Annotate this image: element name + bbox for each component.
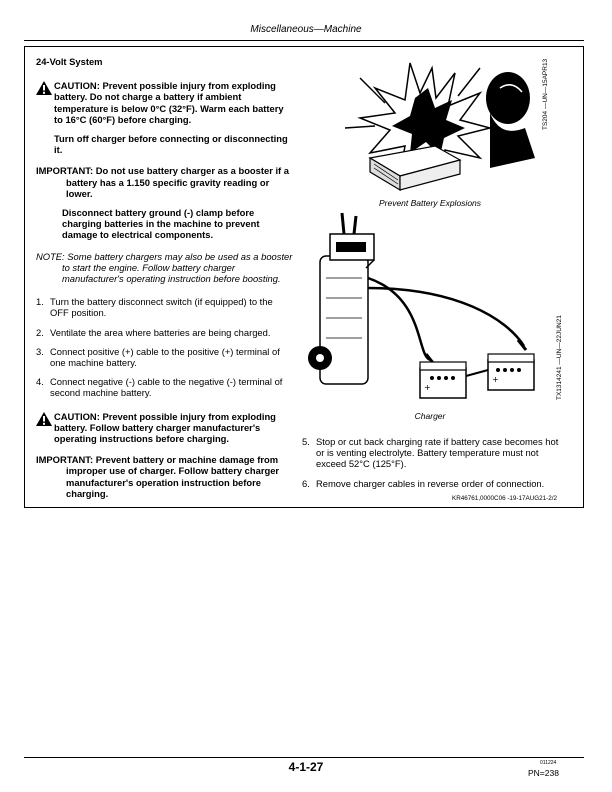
step-number: 6. xyxy=(302,477,310,489)
caution-text: Prevent possible injury from exploding battery. Follow battery charger manufacturer's operating instructions before charging. xyxy=(54,410,276,445)
important-label: IMPORTANT: xyxy=(36,165,94,177)
important-block-2 xyxy=(36,454,294,499)
step-number: 4. xyxy=(36,376,44,388)
step-text: Connect negative (-) cable to the negative (-) terminal of second machine battery. xyxy=(50,376,283,399)
figure-code: TS204 —UN—15APR13 xyxy=(542,58,549,130)
page-header-title: Miscellaneous—Machine xyxy=(250,24,362,35)
caution-block xyxy=(36,80,294,125)
list-item xyxy=(36,346,294,368)
footer-divider xyxy=(24,757,584,758)
step-number: 5. xyxy=(302,436,310,447)
caution-text: Prevent possible injury from exploding battery. Do not charge a battery if ambient temperature is below 0°C (32°F). Warm each battery to 16°C (60°F) before charging. xyxy=(54,80,284,125)
svg-text:+: + xyxy=(492,375,499,384)
reference-code: KR46761,0000C06 -19-17AUG21-2/2 xyxy=(452,495,558,502)
step-number: 3. xyxy=(36,345,44,357)
step-number: 2. xyxy=(36,326,44,338)
list-item xyxy=(302,478,564,489)
footer-code: 011224 xyxy=(540,760,557,766)
warning-triangle-icon xyxy=(36,81,52,95)
step-text: Connect positive (+) cable to the positive (+) terminal of one machine battery. xyxy=(50,345,280,369)
right-column xyxy=(302,436,564,497)
list-item xyxy=(36,296,294,318)
important-label: IMPORTANT: xyxy=(36,454,94,466)
note-text: Some battery chargers may also be used as a booster to start the engine. Follow battery charger manufacturer's operating instruction before boosting. xyxy=(62,250,293,285)
step-number: 1. xyxy=(36,296,44,308)
battery-explosion-illustration xyxy=(340,58,540,198)
caution-block-2 xyxy=(36,411,294,445)
step-text: Turn the battery disconnect switch (if equipped) to the OFF position. xyxy=(50,296,273,319)
figure-code: TX1314241 —UN—22JUN21 xyxy=(556,315,563,400)
battery-charger-illustration xyxy=(306,208,552,410)
note-block xyxy=(36,251,294,285)
step-text: Stop or cut back charging rate if battery case becomes hot or is venting electrolyte. Battery temperature must not exceed 52°C (125°F). xyxy=(316,436,559,470)
figure-caption: Prevent Battery Explosions xyxy=(378,198,482,208)
section-title: 24-Volt System xyxy=(36,56,103,67)
figure-caption: Charger xyxy=(414,411,446,421)
svg-text:+: + xyxy=(424,383,431,392)
list-item xyxy=(302,436,564,470)
header-divider xyxy=(24,40,584,41)
left-column xyxy=(36,56,294,499)
caution-label: CAUTION: xyxy=(54,80,100,92)
steps-list-right xyxy=(302,436,564,489)
warning-triangle-icon xyxy=(36,412,52,426)
caution-followup: Turn off charger before connecting or disconnecting it. xyxy=(54,133,288,156)
note-label: NOTE: xyxy=(36,250,65,262)
steps-list-left xyxy=(36,296,294,398)
caution-label: CAUTION: xyxy=(54,410,100,422)
important-text: Do not use battery charger as a booster if a battery has a 1.150 specific gravity reading or lower. xyxy=(66,165,290,199)
important-text: Prevent battery or machine damage from improper use of charger. Follow battery charger manufacturer's operation instruction before charging. xyxy=(66,454,280,499)
footer-pn: PN=238 xyxy=(528,768,559,778)
important-block xyxy=(36,165,294,199)
step-text: Remove charger cables in reverse order of connection. xyxy=(316,477,545,489)
list-item xyxy=(36,376,294,398)
important-followup: Disconnect battery ground (-) clamp before charging batteries in the machine to prevent damage to electrical components. xyxy=(62,207,260,241)
page-number: 4-1-27 xyxy=(288,760,324,774)
list-item xyxy=(36,327,294,338)
step-text: Ventilate the area where batteries are being charged. xyxy=(50,326,271,338)
